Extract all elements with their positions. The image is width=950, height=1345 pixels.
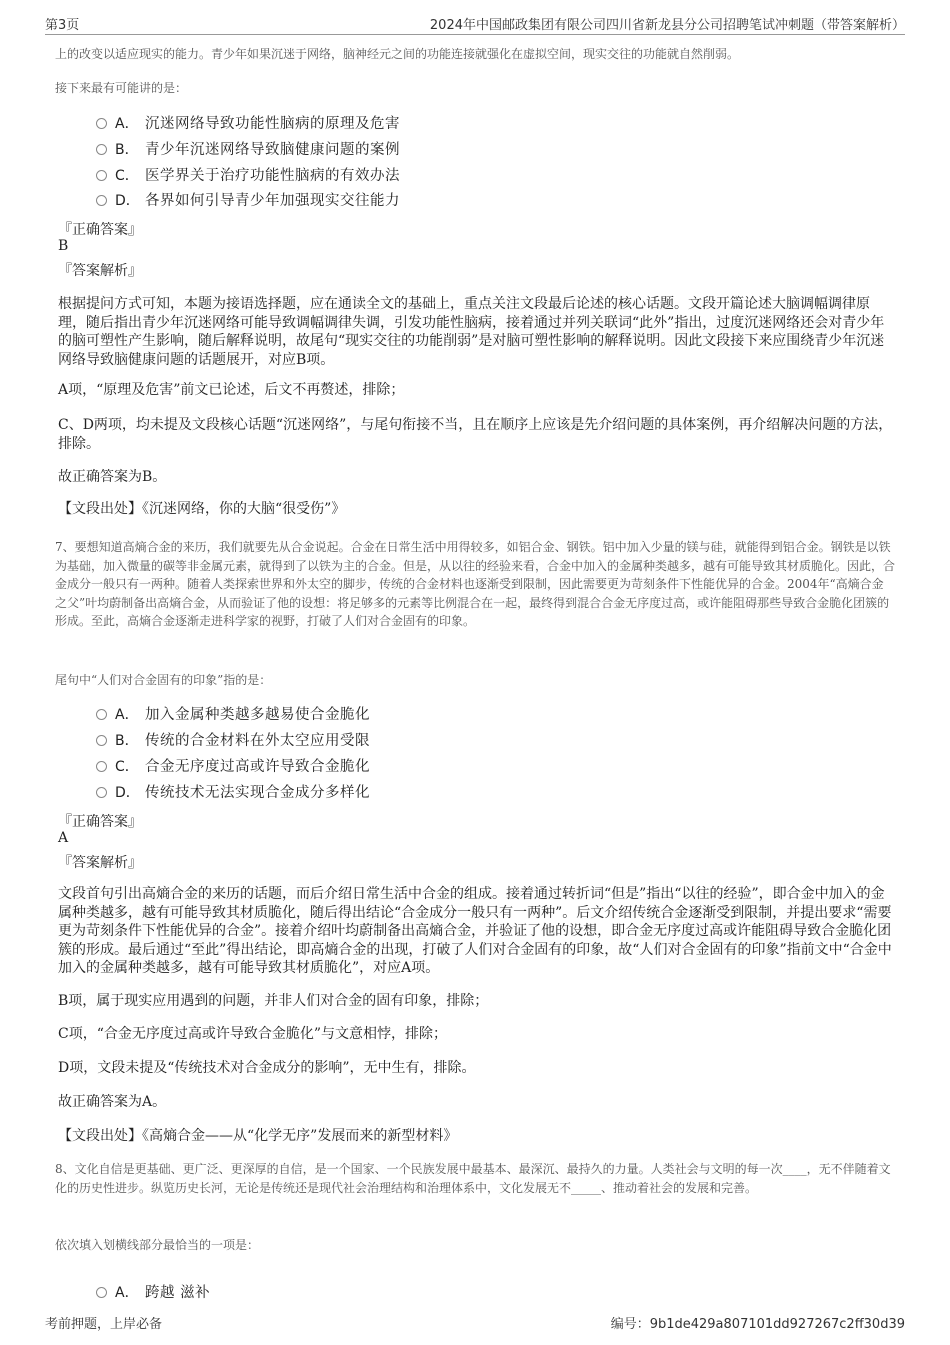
document-title: 2024年中国邮政集团有限公司四川省新龙县分公司招聘笔试冲刺题（带答案解析）	[429, 18, 905, 33]
q6-analysis-a: A项，“原理及危害”前文已论述，后文不再赘述，排除；	[58, 382, 405, 398]
radio-icon[interactable]	[96, 118, 107, 129]
q7-option-c[interactable]: C． 合金无序度过高或许导致合金脆化	[96, 757, 370, 777]
radio-icon[interactable]	[96, 1287, 107, 1298]
q6-question: 接下来最有可能讲的是：	[55, 81, 188, 95]
q6-passage-tail: 上的改变以适应现实的能力。青少年如果沉迷于网络，脑神经元之间的功能连接就强化在虚拟空间，现实交往的功能就自然削弱。	[55, 47, 740, 61]
q7-option-d[interactable]: D． 传统技术无法实现合金成分多样化	[96, 783, 370, 803]
q7-question: 尾句中“人们对合金固有的印象”指的是：	[55, 673, 272, 687]
page-header	[45, 14, 905, 35]
radio-icon[interactable]	[96, 787, 107, 798]
q8-question: 依次填入划横线部分最恰当的一项是：	[55, 1238, 260, 1252]
q7-source: 【文段出处】《高熵合金——从“化学无序”发展而来的新型材料》	[58, 1128, 458, 1144]
q8-option-a[interactable]: A． 跨越 滋补	[96, 1283, 210, 1303]
radio-icon[interactable]	[96, 709, 107, 720]
q7-conclusion: 故正确答案为A。	[58, 1094, 167, 1110]
q6-option-c[interactable]: C． 医学界关于治疗功能性脑病的有效办法	[96, 166, 400, 186]
radio-icon[interactable]	[96, 195, 107, 206]
q6-option-b[interactable]: B． 青少年沉迷网络导致脑健康问题的案例	[96, 140, 400, 160]
document-id: 编号：9b1de429a807101dd927267c2ff30d39	[610, 1317, 905, 1332]
page-number: 第3页	[45, 18, 80, 33]
q6-option-d[interactable]: D． 各界如何引导青少年加强现实交往能力	[96, 191, 400, 211]
q7-analysis-b: B项，属于现实应用遇到的问题，并非人们对合金的固有印象，排除；	[58, 993, 489, 1009]
radio-icon[interactable]	[96, 761, 107, 772]
footer-slogan: 考前押题，上岸必备	[45, 1317, 163, 1332]
page-footer	[45, 1313, 905, 1333]
radio-icon[interactable]	[96, 144, 107, 155]
q7-answer: A	[58, 830, 69, 846]
q6-analysis-label: 『答案解析』	[58, 263, 142, 279]
q7-option-b[interactable]: B． 传统的合金材料在外太空应用受限	[96, 731, 370, 751]
q7-option-a[interactable]: A． 加入金属种类越多越易使合金脆化	[96, 705, 370, 725]
q6-source: 【文段出处】《沉迷网络，你的大脑“很受伤”》	[58, 501, 346, 517]
q7-stem: 7、要想知道高熵合金的来历，我们就要先从合金说起。合金在日常生活中用得较多，如铝合金、钢铁。铝中加入少量的镁与硅，就能得到铝合金。钢铁是以铁为基础，加入微量的碳等非金属元素，就得到了以铁为主的合金。但是，从以往的经验来看，合金中加入的金属种类越多，越有可能导致其材质脆化。因此，合金成分一般只有一两种。随着人类探索世界和外太空的脚步，传统的合金材料也逐渐受到限制，因此需要更为苛刻条件下性能优异的合金。2004年“高熵合金之父”叶均蔚制备出高熵合金，从而验证了他的设想：将足够多的元素等比例混合在一起，最终得到混合合金无序度过高，或许能阻碍那些导致合金脆化团簇的形成。至此，高熵合金逐渐走进科学家的视野，打破了人们对合金固有的印象。	[55, 540, 896, 628]
q6-analysis-main: 根据提问方式可知，本题为接语选择题，应在通读全文的基础上，重点关注文段最后论述的核心话题。文段开篇论述大脑调幅调律原理，随后指出青少年沉迷网络可能导致调幅调律失调，引发功能性脑病，接着通过并列关联词“此外”指出，过度沉迷网络还会对青少年的脑可塑性产生影响，随后解释说明，故尾句“现实交往的功能削弱”是对脑可塑性影响的解释说明。因此文段接下来应围绕青少年沉迷网络导致脑健康问题的话题展开，对应B项。	[58, 296, 885, 368]
q7-analysis-d: D项，文段未提及“传统技术对合金成分的影响”，无中生有，排除。	[58, 1060, 476, 1076]
q7-answer-label: 『正确答案』	[58, 814, 142, 830]
q6-answer-label: 『正确答案』	[58, 222, 142, 238]
q6-conclusion: 故正确答案为B。	[58, 469, 167, 485]
q8-stem: 8、文化自信是更基础、更广泛、更深厚的自信，是一个国家、一个民族发展中最基本、最深沉、最持久的力量。人类社会与文明的每一次____，无不伴随着文化的历史性进步。纵览历史长河，无论是传统还是现代社会治理结构和治理体系中，文化发展无不_____、推动着社会的发展和完善。	[55, 1162, 891, 1195]
q6-answer: B	[58, 238, 69, 254]
q6-option-a[interactable]: A． 沉迷网络导致功能性脑病的原理及危害	[96, 114, 400, 134]
q7-analysis-label: 『答案解析』	[58, 855, 142, 871]
q7-analysis-main: 文段首句引出高熵合金的来历的话题，而后介绍日常生活中合金的组成。接着通过转折词“但是”指出“以往的经验”，即合金中加入的金属种类越多，越有可能导致其材质脆化，随后得出结论“合金成分一般只有一两种”。后文介绍传统合金逐渐受到限制，并提出要求“需要更为苛刻条件下性能优异的合金”。接着介绍叶均蔚制备出高熵合金，并验证了他的设想，即合金无序度过高或许能阻碍导致合金脆化团簇的形成。最后通过“至此”得出结论，即高熵合金的出现，打破了人们对合金固有的印象，故“人们对合金固有的印象”指前文中“合金中加入的金属种类越多，越有可能导致其材质脆化”，对应A项。	[58, 886, 892, 976]
q6-analysis-cd: C、D两项，均未提及文段核心话题“沉迷网络”，与尾句衔接不当，且在顺序上应该是先介绍问题的具体案例，再介绍解决问题的方法，排除。	[58, 417, 893, 452]
radio-icon[interactable]	[96, 735, 107, 746]
q7-analysis-c: C项，“合金无序度过高或许导致合金脆化”与文意相悖，排除；	[58, 1026, 448, 1042]
radio-icon[interactable]	[96, 170, 107, 181]
